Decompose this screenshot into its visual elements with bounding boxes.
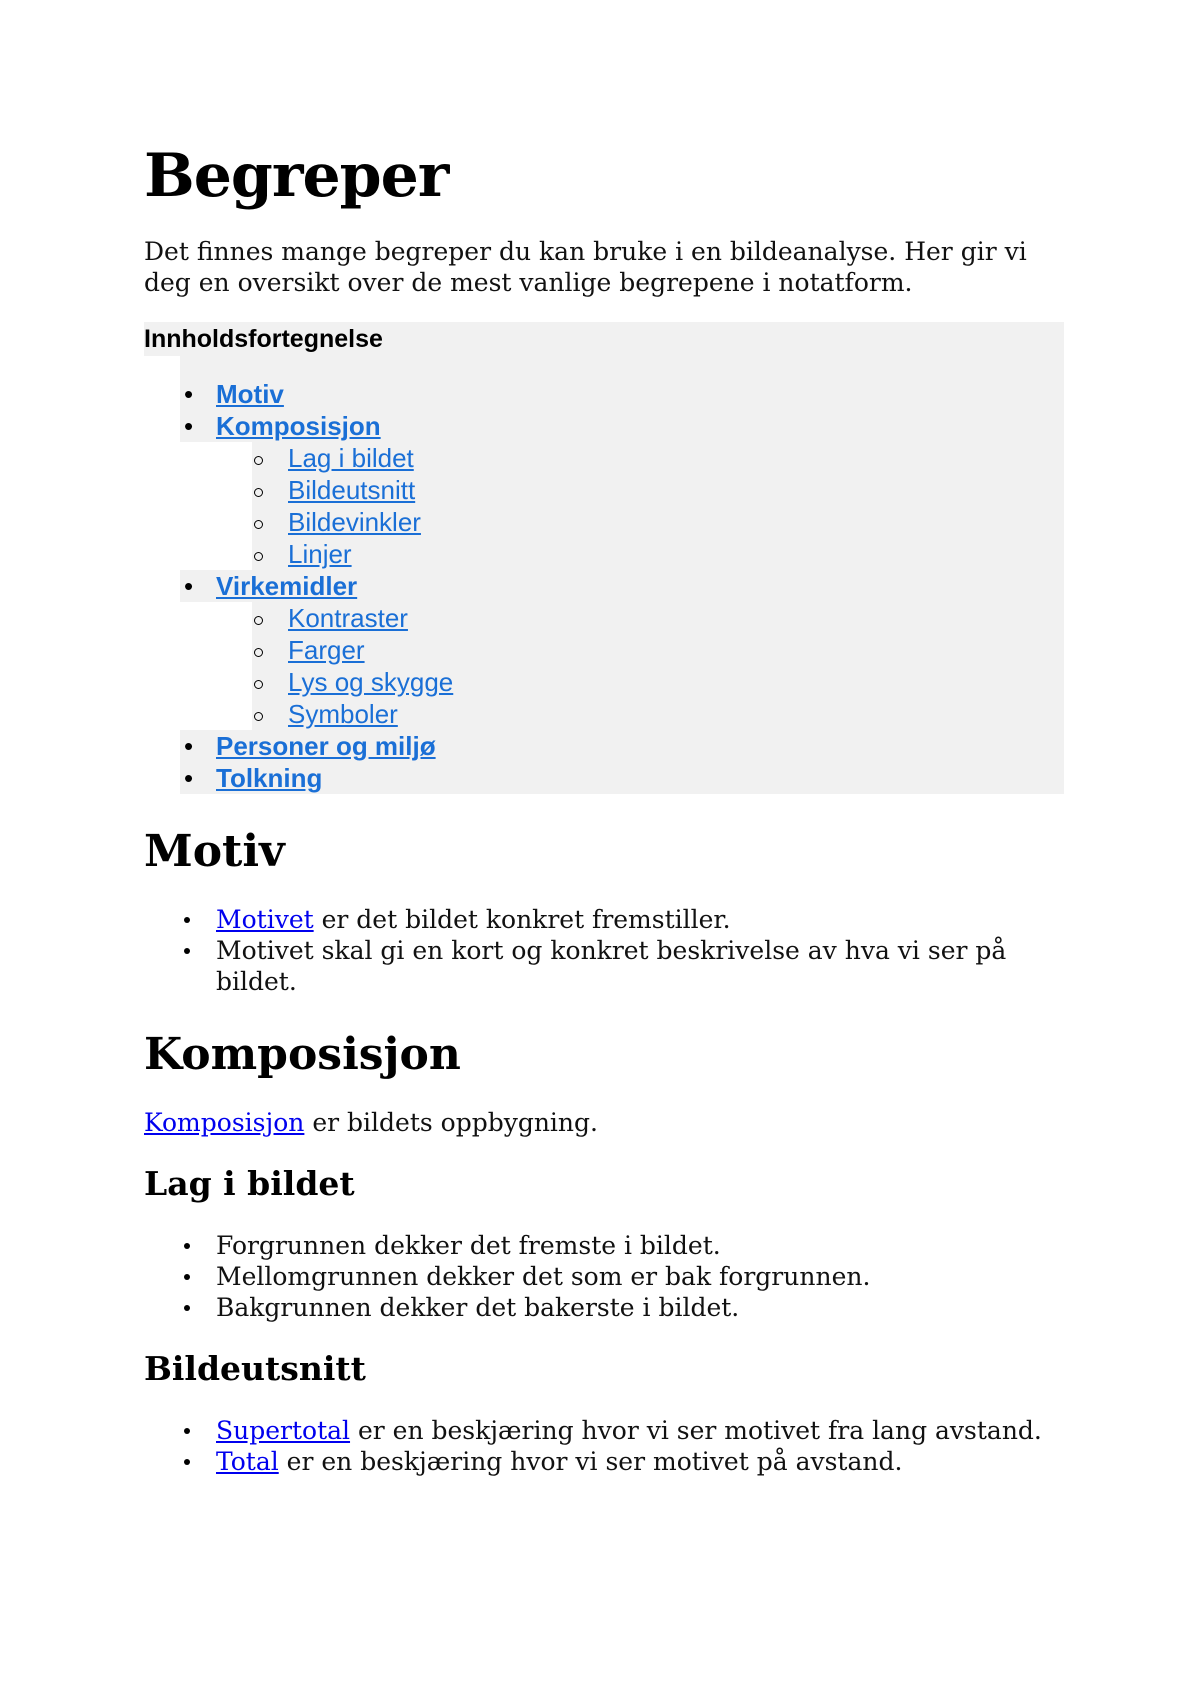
circle-bullet-icon: [254, 456, 263, 465]
list-item: [144, 904, 1064, 935]
list-item: [144, 1261, 1064, 1292]
toc-item-virkemidler: [180, 570, 1064, 602]
intro-paragraph: Det finnes mange begreper du kan bruke i en bildeanalyse. Her gir vi deg en oversikt over de mest vanlige begrepene i notatform.: [144, 237, 1027, 297]
toc-subitem: [252, 634, 1064, 666]
bullet-icon: [184, 1459, 190, 1465]
list-item: [144, 1230, 1064, 1261]
toc-item-personer-og-miljo: [180, 730, 1064, 762]
toc-sublist-komposisjon: [180, 442, 1064, 570]
table-of-contents: [144, 322, 1064, 794]
bullet-icon: [184, 1428, 190, 1434]
toc-subitem: [252, 442, 1064, 474]
bullet-icon: [184, 1274, 190, 1280]
circle-bullet-icon: [254, 648, 263, 657]
lag-list: [144, 1230, 1064, 1323]
toc-subitem: [252, 666, 1064, 698]
toc-link-motiv[interactable]: Motiv: [216, 379, 284, 409]
bullet-icon: •: [184, 411, 194, 441]
circle-bullet-icon: [254, 488, 263, 497]
toc-link-farger[interactable]: Farger: [288, 635, 365, 665]
document-content: [144, 140, 1064, 1477]
toc-subitem: [252, 698, 1064, 730]
bullet-icon: [184, 948, 190, 954]
toc-sublist-virkemidler: [180, 602, 1064, 730]
bullet-icon: •: [184, 731, 194, 761]
bullet-icon: •: [184, 379, 194, 409]
motivet-link[interactable]: Motivet: [216, 905, 314, 934]
section-heading-motiv: Motiv: [144, 826, 285, 877]
toc-link-symboler[interactable]: Symboler: [288, 699, 398, 729]
motiv-list: [144, 904, 1064, 997]
page-title: Begreper: [144, 141, 449, 211]
toc-link-lag-i-bildet[interactable]: Lag i bildet: [288, 443, 414, 473]
paragraph-text: er bildets oppbygning.: [304, 1108, 598, 1137]
circle-bullet-icon: [254, 552, 263, 561]
bildeutsnitt-list: [144, 1415, 1064, 1477]
subsection-heading-lag-i-bildet: Lag i bildet: [144, 1164, 355, 1203]
toc-subitem: [252, 474, 1064, 506]
toc-item-komposisjon: [180, 410, 1064, 442]
circle-bullet-icon: [254, 680, 263, 689]
section-heading-komposisjon: Komposisjon: [144, 1029, 461, 1080]
toc-item-motiv: [180, 378, 1064, 410]
toc-link-personer-og-miljo[interactable]: Personer og miljø: [216, 731, 436, 761]
toc-item-tolkning: [180, 762, 1064, 794]
list-item-text: er en beskjæring hvor vi ser motivet fra lang avstand.: [350, 1416, 1042, 1445]
toc-list: [144, 356, 1064, 442]
toc-link-kontraster[interactable]: Kontraster: [288, 603, 408, 633]
toc-link-bildevinkler[interactable]: Bildevinkler: [288, 507, 421, 537]
toc-heading: Innholdsfortegnelse: [144, 322, 1064, 356]
komposisjon-paragraph: [144, 1107, 1064, 1138]
list-item-text: er det bildet konkret fremstiller.: [313, 905, 731, 934]
bullet-icon: •: [184, 571, 194, 601]
toc-link-komposisjon[interactable]: Komposisjon: [216, 411, 381, 441]
list-item-text: Motivet skal gi en kort og konkret beskrivelse av hva vi ser på bildet.: [216, 936, 1007, 996]
toc-subitem: [252, 506, 1064, 538]
total-link[interactable]: Total: [216, 1447, 279, 1476]
toc-link-linjer[interactable]: Linjer: [288, 539, 352, 569]
supertotal-link[interactable]: Supertotal: [216, 1416, 351, 1445]
list-item: [144, 935, 1064, 997]
toc-link-virkemidler[interactable]: Virkemidler: [216, 571, 358, 601]
list-item: [144, 1415, 1064, 1446]
list-item-text: Bakgrunnen dekker det bakerste i bildet.: [216, 1293, 740, 1322]
toc-link-lys-og-skygge[interactable]: Lys og skygge: [288, 667, 454, 697]
toc-subitem: [252, 538, 1064, 570]
circle-bullet-icon: [254, 712, 263, 721]
toc-list-end: [144, 730, 1064, 794]
bullet-icon: •: [184, 763, 194, 793]
bullet-icon: [184, 917, 190, 923]
bullet-icon: [184, 1243, 190, 1249]
komposisjon-link[interactable]: Komposisjon: [144, 1108, 305, 1137]
bullet-icon: [184, 1305, 190, 1311]
circle-bullet-icon: [254, 616, 263, 625]
list-item: [144, 1292, 1064, 1323]
toc-link-bildeutsnitt[interactable]: Bildeutsnitt: [288, 475, 416, 505]
list-item-text: er en beskjæring hvor vi ser motivet på avstand.: [278, 1447, 903, 1476]
toc-list-cont: [144, 570, 1064, 602]
subsection-heading-bildeutsnitt: Bildeutsnitt: [144, 1349, 366, 1388]
circle-bullet-icon: [254, 520, 263, 529]
toc-link-tolkning[interactable]: Tolkning: [216, 763, 323, 793]
list-item-text: Forgrunnen dekker det fremste i bildet.: [216, 1231, 721, 1260]
list-item-text: Mellomgrunnen dekker det som er bak forgrunnen.: [216, 1262, 871, 1291]
toc-subitem: [252, 602, 1064, 634]
list-item: [144, 1446, 1064, 1477]
